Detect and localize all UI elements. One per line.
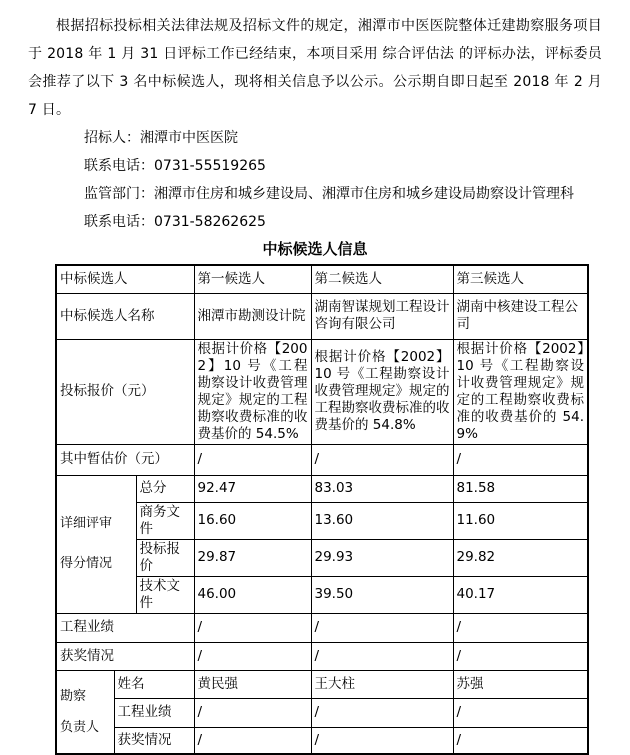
awards-value-1: / [194,642,311,670]
leader-group-label-cell [56,670,114,754]
score-bid-value-3: 29.82 [453,539,588,576]
name-value-2: 湖南智谋规划工程设计咨询有限公司 [311,293,453,339]
header-label-cell: 中标候选人 [56,265,194,293]
bid-price-value-3: 根据计价格【2002】10 号《工程勘察设计收费管理规定》规定的工程勘察收费标准的收费基价的 54.9% [453,339,588,444]
supervisor-value: 湘潭市住房和城乡建设局、湘潭市住房和城乡建设局勘察设计管理科 [154,186,574,202]
header-candidate-1: 第一候选人 [194,265,311,293]
performance-value-2: / [311,613,453,642]
phone-2-label: 联系电话： [84,214,154,230]
score-total-value-2: 83.03 [311,475,453,502]
table-row-header [56,265,588,293]
supervisor-label: 监管部门： [84,186,154,202]
tenderee-label: 招标人： [84,130,140,146]
table-title: 中标候选人信息 [262,240,368,258]
table-row-name [56,293,588,339]
table-row-awards [56,642,588,670]
bid-price-value-2: 根据计价格【2002】10 号《工程勘察设计收费管理规定》规定的工程勘察收费标准的收费基价的 54.8% [311,339,453,444]
intro-paragraph: 根据招标投标相关法律法规及招标文件的规定，湘潭市中医医院整体迁建勘察服务项目于 2018 年 1 月 31 日评标工作已经结束，本项目采用 综合评估法 的评标办法，评标委员会推荐了以下 3 名中标候选人，现将相关信息予以公示。公示期自即日起至 2018 年 2 月 7 日。 [28,18,602,118]
leader-awards-value-3: / [453,727,588,754]
performance-value-1: / [194,613,311,642]
table-row-leader-name [56,670,588,698]
table-row-score-technical [56,576,588,613]
table-row-score-bid [56,539,588,576]
phone-1-label: 联系电话： [84,158,154,174]
score-group-label-line-1: 详细评审 [60,516,113,531]
score-total-value-1: 92.47 [194,475,311,502]
leader-performance-value-3: / [453,698,588,727]
score-business-value-3: 11.60 [453,502,588,539]
table-row-leader-performance [56,698,588,727]
table-row-leader-awards [56,727,588,754]
info-line-phone-1 [84,152,602,180]
leader-group-label-line-1: 勘察 [60,688,87,704]
leader-name-label: 姓名 [114,670,194,698]
leader-performance-value-1: / [194,698,311,727]
info-line-tenderee [84,124,602,152]
table-row-score-total [56,475,588,502]
score-bid-value-2: 29.93 [311,539,453,576]
awards-label-cell: 获奖情况 [56,642,194,670]
score-technical-value-2: 39.50 [311,576,453,613]
table-row-bid-price [56,339,588,444]
phone-2-value: 0731-58262625 [154,214,266,230]
header-candidate-2: 第二候选人 [311,265,453,293]
name-value-1: 湘潭市勘测设计院 [194,293,311,339]
header-candidate-3: 第三候选人 [453,265,588,293]
estimate-value-1: / [194,444,311,475]
score-bid-value-1: 29.87 [194,539,311,576]
table-row-performance [56,613,588,642]
phone-1-value: 0731-55519265 [154,158,266,174]
score-technical-value-1: 46.00 [194,576,311,613]
awards-value-3: / [453,642,588,670]
score-bid-label: 投标报价 [136,539,194,576]
leader-group-label-line-2: 负责人 [60,719,100,735]
leader-name-value-1: 黄民强 [194,670,311,698]
score-business-label: 商务文件 [136,502,194,539]
leader-awards-value-1: / [194,727,311,754]
leader-awards-value-2: / [311,727,453,754]
performance-label-cell: 工程业绩 [56,613,194,642]
name-label-cell: 中标候选人名称 [56,293,194,339]
info-line-supervisor [84,180,602,208]
score-total-value-3: 81.58 [453,475,588,502]
leader-performance-label: 工程业绩 [114,698,194,727]
tenderee-value: 湘潭市中医医院 [140,130,238,146]
performance-value-3: / [453,613,588,642]
score-business-value-1: 16.60 [194,502,311,539]
leader-awards-label: 获奖情况 [114,727,194,754]
estimate-value-2: / [311,444,453,475]
candidates-table [55,264,589,755]
leader-name-value-2: 王大柱 [311,670,453,698]
leader-performance-value-2: / [311,698,453,727]
score-group-label-line-2: 得分情况 [60,556,113,571]
score-technical-value-3: 40.17 [453,576,588,613]
contact-info-block [84,124,602,236]
name-value-3: 湖南中核建设工程公司 [453,293,588,339]
score-group-label-cell [56,475,136,613]
estimate-value-3: / [453,444,588,475]
estimate-label-cell: 其中暂估价（元） [56,444,194,475]
table-row-score-business [56,502,588,539]
leader-name-value-3: 苏强 [453,670,588,698]
info-line-phone-2 [84,208,602,236]
table-row-estimate [56,444,588,475]
score-business-value-2: 13.60 [311,502,453,539]
score-technical-label: 技术文件 [136,576,194,613]
bid-price-value-1: 根据计价格【2002】10 号《工程勘察设计收费管理规定》规定的工程勘察收费标准的收费基价的 54.5% [194,339,311,444]
awards-value-2: / [311,642,453,670]
score-total-label: 总分 [136,475,194,502]
bid-price-label-cell: 投标报价（元） [56,339,194,444]
